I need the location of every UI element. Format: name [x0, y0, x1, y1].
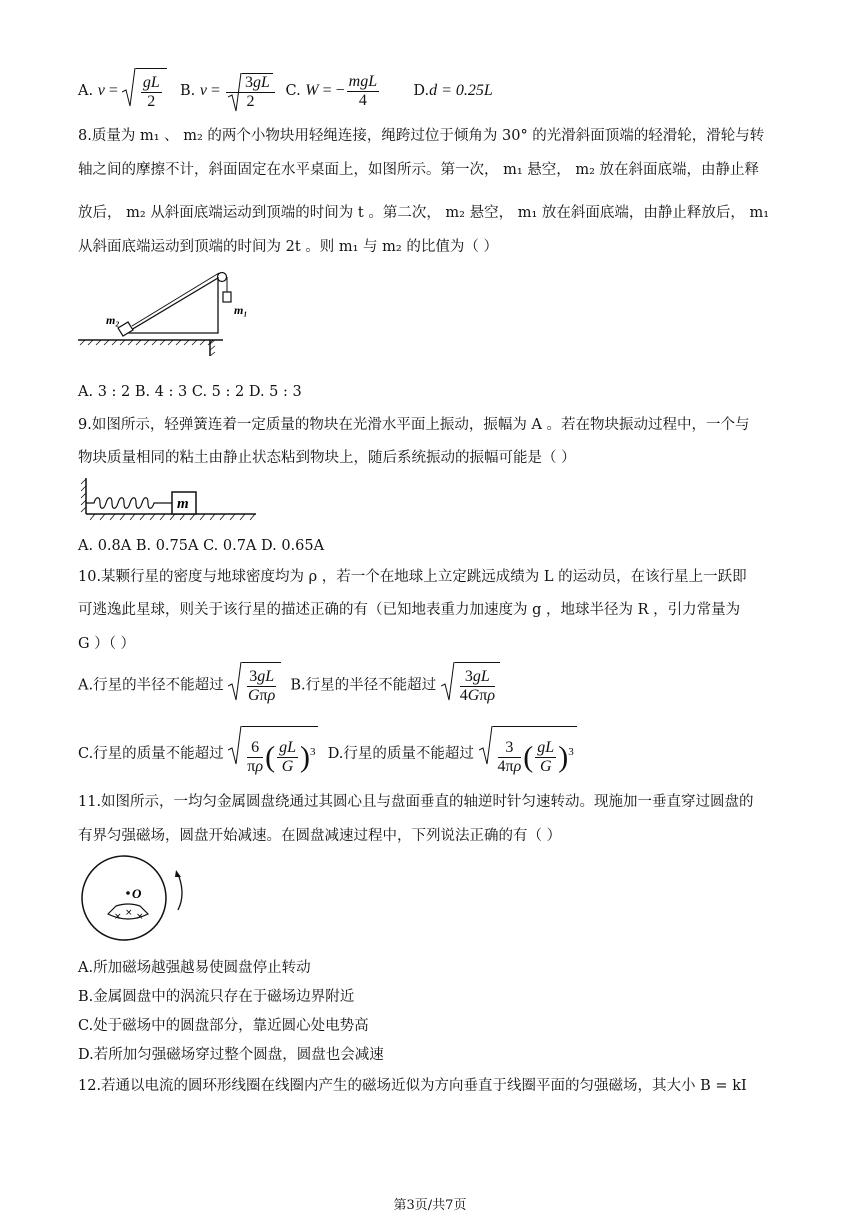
- q8-fig-m2-label: m₂: [106, 313, 120, 327]
- q11-line1: 11.如图所示，一均匀金属圆盘绕通过其圆心且与盘面垂直的轴逆时针匀速转动。现施加一垂直穿过圆盘的: [78, 794, 754, 810]
- q12-line1: 12.若通以电流的圆环形线圈在线圈内产生的磁场近似为方向垂直于线圈平面的匀强磁场，其大小 B = kI: [78, 1078, 747, 1094]
- q10-line2: 可逃逸此星球，则关于该行星的描述正确的有（已知地表重力加速度为 g ，地球半径为 R ，引力常量为: [78, 602, 741, 618]
- q10-option-d: D.行星的质量不能超过: [327, 746, 474, 763]
- page-footer: 第3页/共7页: [393, 1198, 467, 1213]
- q8-line3: 放后， m₂ 从斜面底端运动到顶端的时间为 t 。第二次， m₂ 悬空， m₁ 放在斜面底端，由静止释放后， m₁: [78, 205, 770, 221]
- svg-text:×: ×: [114, 912, 122, 922]
- q7-option-d-expr: d = 0.25L: [429, 82, 493, 100]
- q10-line1: 10.某颗行星的密度与地球密度均为 ρ ，若一个在地球上立定跳远成绩为 L 的运动员，在该行星上一跃即: [78, 569, 747, 585]
- q11-option-a: A.所加磁场越强越易使圆盘停止转动: [78, 960, 311, 976]
- q7-option-b-label: B.: [179, 83, 196, 100]
- q9-line1: 9.如图所示，轻弹簧连着一定质量的物块在光滑水平面上振动，振幅为 A 。若在物块振动过程中，一个与: [78, 417, 750, 433]
- q10-options-cd: C.行星的质量不能超过 $\frac{6}{\pi\rho}$ ( $\frac{gL}{G}$ )$^3$ D.行星的质量不能超过 $\frac{3}{4\pi\rho}$ ( $\frac{gL}{G}$ )$^3$: [78, 726, 577, 776]
- q7-option-c-label: C.: [285, 83, 301, 100]
- q11-option-c: C.处于磁场中的圆盘部分，靠近圆心处电势高: [78, 1018, 369, 1034]
- q10-option-c: C.行星的质量不能超过: [78, 746, 224, 763]
- q11-disk-figure: [78, 852, 198, 944]
- q10-options-ab: A.行星的半径不能超过 $\frac{3gL}{\text{Gπρ}}$ B.行星的半径不能超过 $\frac{3gL}{\text{4Gπρ}}$: [78, 662, 500, 708]
- svg-text:×: ×: [136, 912, 144, 922]
- q9-options: A. 0.8A B. 0.75A C. 0.7A D. 0.65A: [78, 538, 325, 554]
- q9-spring-figure: [80, 474, 260, 524]
- q11-option-b: B.金属圆盘中的涡流只存在于磁场边界附近: [78, 989, 355, 1005]
- q10-option-b: B.行星的半径不能超过: [290, 677, 437, 694]
- q8-line1: 8.质量为 m₁ 、 m₂ 的两个小物块用轻绳连接，绳跨过位于倾角为 30° 的光滑斜面顶端的轻滑轮，滑轮与转: [78, 128, 765, 144]
- q9-line2: 物块质量相同的粘土由静止状态粘到物块上，随后系统振动的振幅可能是（ ）: [78, 450, 576, 466]
- q9-fig-m-label: m: [177, 496, 189, 512]
- q8-line2: 轴之间的摩擦不计，斜面固定在水平桌面上，如图所示。第一次， m₁ 悬空， m₂ 放在斜面底端，由静止释: [78, 162, 760, 178]
- q8-options: A. 3 : 2 B. 4 : 3 C. 5 : 2 D. 5 : 3: [78, 384, 302, 400]
- q7-options: A. v = $\frac{gL}{2}$ B. v = $\frac{3gL}{2}$ C. W = − $\frac{\text{mgL}}{4}$ D.d = 0.25L: [78, 68, 493, 114]
- q11-line2: 有界匀强磁场，圆盘开始减速。在圆盘减速过程中，下列说法正确的有（ ）: [78, 828, 562, 844]
- q8-incline-figure: [78, 266, 248, 356]
- q8-line4: 从斜面底端运动到顶端的时间为 2t 。则 m₁ 与 m₂ 的比值为（ ）: [78, 239, 498, 255]
- q7-option-a-label: A.: [78, 83, 94, 100]
- q8-fig-m1-label: m₁: [234, 303, 248, 317]
- q10-option-a: A.行星的半径不能超过: [78, 677, 224, 694]
- q11-fig-o-label: O: [132, 886, 142, 901]
- q10-line3: G ）（ ）: [78, 636, 136, 652]
- svg-text:×: ×: [125, 908, 133, 918]
- q7-option-d-label: D.: [413, 83, 430, 100]
- q11-option-d: D.若所加匀强磁场穿过整个圆盘，圆盘也会减速: [78, 1047, 384, 1063]
